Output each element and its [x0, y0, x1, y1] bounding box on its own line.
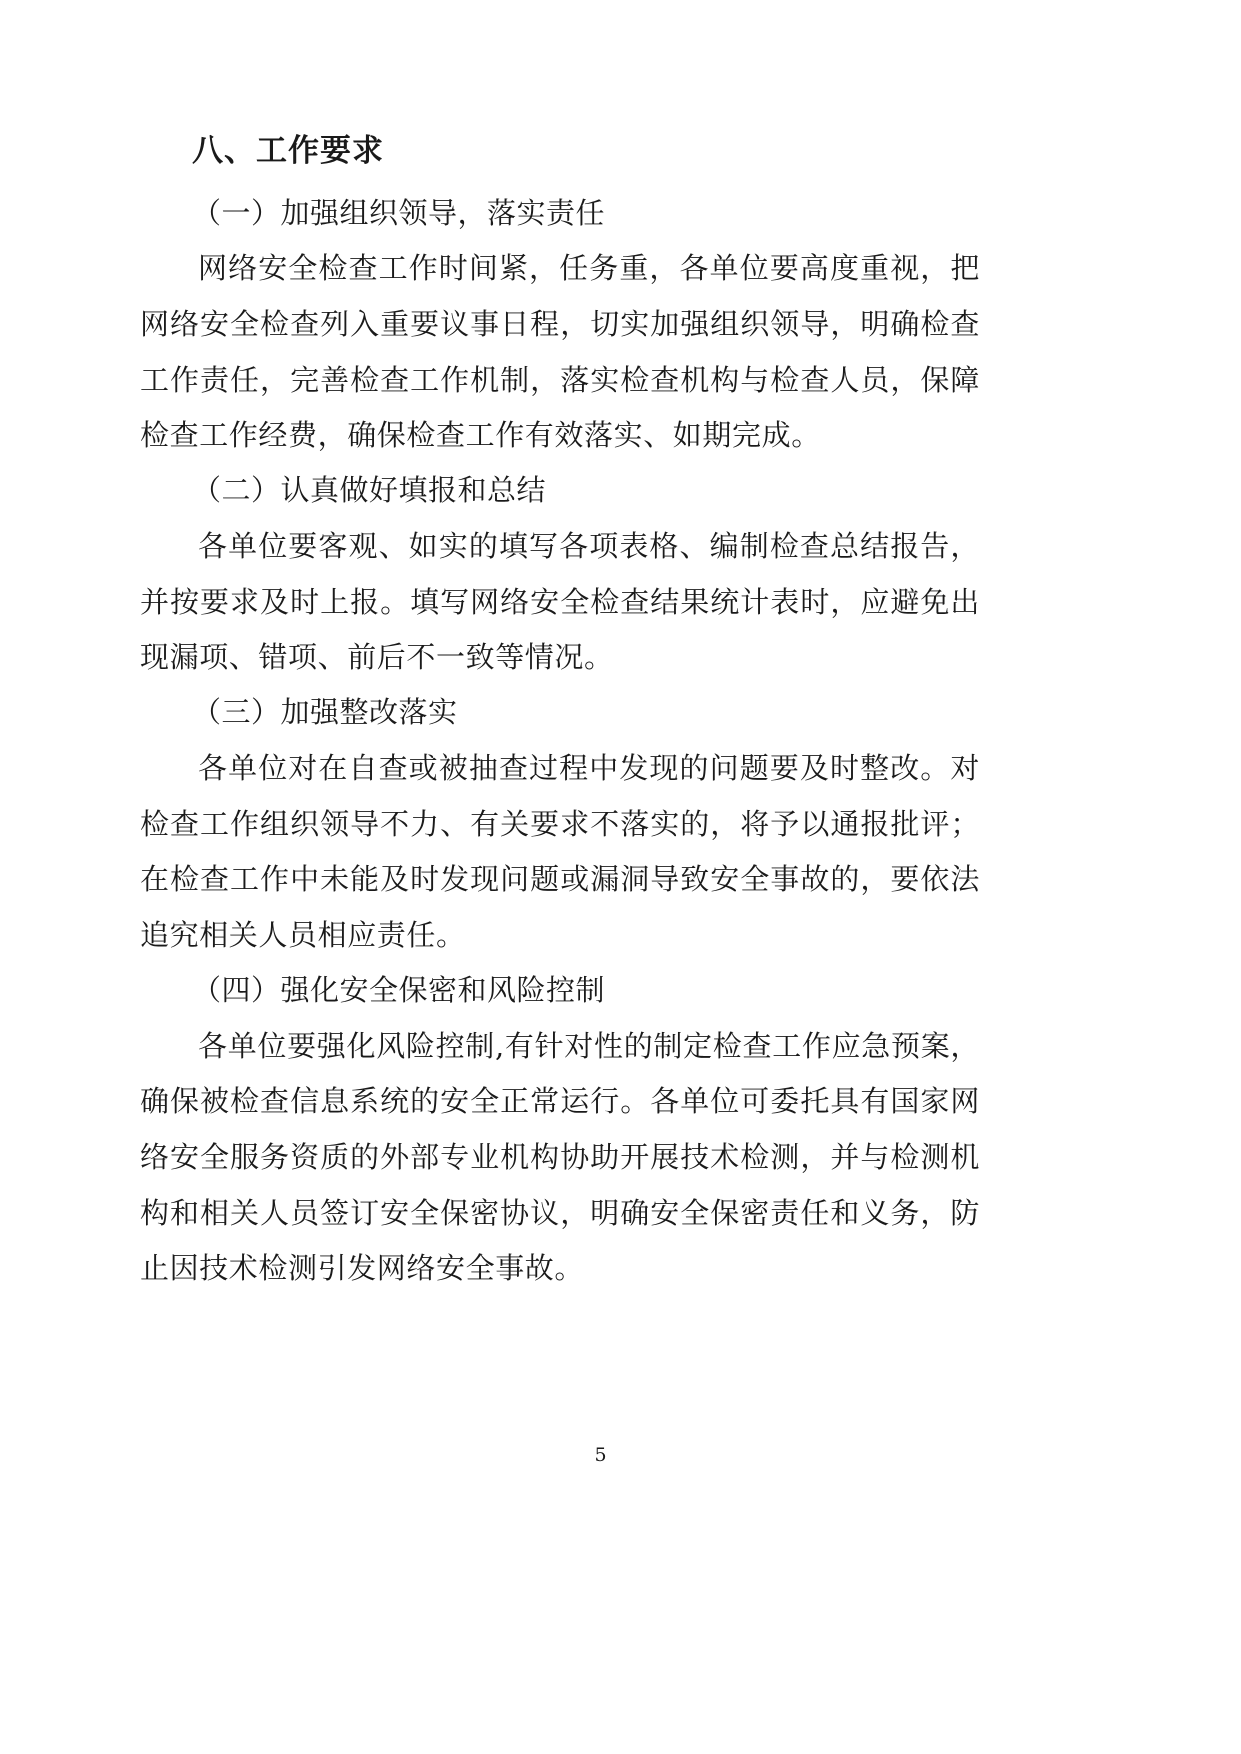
section-heading: 八、工作要求 — [192, 133, 384, 169]
subsection-heading-1: （一）加强组织领导，落实责任 — [192, 195, 606, 230]
document-body — [140, 128, 980, 1301]
paragraph-1: 网络安全检查工作时间紧，任务重，各单位要高度重视，把网络安全检查列入重要议事日程，切实加强组织领导，明确检查工作责任，完善检查工作机制，落实检查机构与检查人员，保障检查工作经费，确保检查工作有效落实、如期完成。 — [140, 251, 980, 453]
subsection-heading-2: （二）认真做好填报和总结 — [192, 473, 547, 508]
subsection-heading-4: （四）强化安全保密和风险控制 — [192, 972, 606, 1007]
paragraph-4: 各单位要强化风险控制,有针对性的制定检查工作应急预案，确保被检查信息系统的安全正常运行。各单位可委托具有国家网络安全服务资质的外部专业机构协助开展技术检测，并与检测机构和相关人员签订安全保密协议，明确安全保密责任和义务，防止因技术检测引发网络安全事故。 — [140, 1028, 980, 1286]
paragraph-2: 各单位要客观、如实的填写各项表格、编制检查总结报告，并按要求及时上报。填写网络安全检查结果统计表时，应避免出现漏项、错项、前后不一致等情况。 — [140, 529, 980, 675]
page-number: 5 — [594, 1444, 607, 1466]
subsection-heading-3: （三）加强整改落实 — [192, 695, 458, 730]
paragraph-3: 各单位对在自查或被抽查过程中发现的问题要及时整改。对检查工作组织领导不力、有关要求不落实的，将予以通报批评；在检查工作中未能及时发现问题或漏洞导致安全事故的，要依法追究相关人员相应责任。 — [140, 751, 980, 953]
